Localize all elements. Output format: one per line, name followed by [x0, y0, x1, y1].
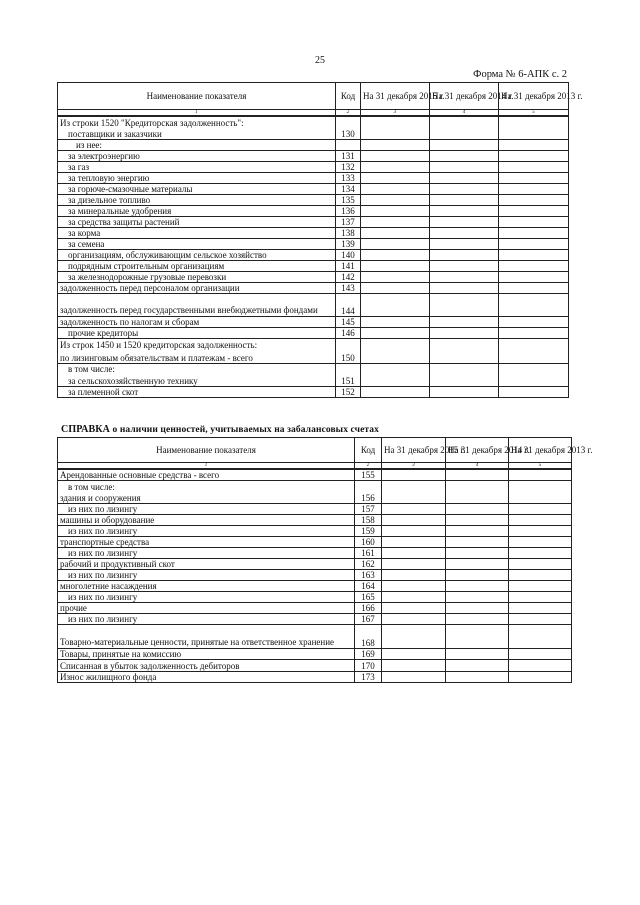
- table-row: в том числе:: [58, 363, 569, 374]
- off-balance-section-title: [61, 424, 379, 435]
- code-column-header: Код: [355, 438, 382, 463]
- table-row: за тепловую энергию 133: [58, 172, 569, 183]
- code-column-header: Код: [336, 83, 361, 110]
- table-row: за электроэнергию 131: [58, 150, 569, 161]
- table-row: из них по лизингу 165: [58, 592, 572, 603]
- table-row: за дизельное топливо 135: [58, 194, 569, 205]
- column-number: 1: [58, 110, 336, 117]
- table-row: из них по лизингу 161: [58, 548, 572, 559]
- table-row: Списанная в убыток задолженность дебиторов 170: [58, 660, 572, 672]
- table-row: из них по лизингу 157: [58, 504, 572, 515]
- table-row: по лизинговым обязательствам и платежам - всего 150: [58, 350, 569, 363]
- table-row: из них по лизингу 167: [58, 614, 572, 625]
- column-number: 3: [382, 463, 446, 470]
- table-row: Арендованные основные средства - всего 155: [58, 469, 572, 481]
- table-row: за племенной скот 152: [58, 386, 569, 397]
- period-2014-header: На 31 декабря 2014 г.: [430, 83, 499, 110]
- column-number: 5: [499, 110, 569, 117]
- period-2015-header: На 31 декабря 2015 г.: [382, 438, 446, 463]
- section-title-rest: о наличии ценностей, учитываемых на забалансовых счетах: [112, 425, 380, 435]
- page-number: 25: [315, 55, 325, 66]
- table-row: транспортные средства 160: [58, 537, 572, 548]
- column-number: 2: [355, 463, 382, 470]
- table-row: за горюче-смазочные материалы 134: [58, 183, 569, 194]
- table-row: за минеральные удобрения 136: [58, 205, 569, 216]
- table-row: организациям, обслуживающим сельское хозяйство 140: [58, 249, 569, 260]
- form-label: Форма № 6-АПК с. 2: [473, 69, 567, 80]
- table-row: Товарно-материальные ценности, принятые на ответственное хранение 168: [58, 625, 572, 649]
- column-number: 4: [446, 463, 509, 470]
- table-row: из нее:: [58, 139, 569, 150]
- table-row: Товары, принятые на комиссию 169: [58, 649, 572, 660]
- column-number: 5: [509, 463, 572, 470]
- table-row: здания и сооружения 156: [58, 492, 572, 504]
- table-row: многолетние насаждения 164: [58, 581, 572, 592]
- table-row: прочие кредиторы 146: [58, 327, 569, 338]
- table-row: за газ 132: [58, 161, 569, 172]
- period-2015-header: На 31 декабря 2015 г.: [361, 83, 430, 110]
- table-row: за железнодорожные грузовые перевозки 142: [58, 271, 569, 282]
- table-row: Износ жилищного фонда 173: [58, 672, 572, 683]
- section-title-lead: СПРАВКА: [61, 424, 110, 435]
- table-row: задолженность по налогам и сборам 145: [58, 316, 569, 327]
- table-row: в том числе:: [58, 481, 572, 492]
- column-number: 1: [58, 463, 355, 470]
- table-row: прочие 166: [58, 603, 572, 614]
- table-row: за семена 139: [58, 238, 569, 249]
- period-2014-header: На 31 декабря 2014 г.: [446, 438, 509, 463]
- table-row: задолженность перед персоналом организации 143: [58, 282, 569, 293]
- table-row: из них по лизингу 163: [58, 570, 572, 581]
- column-number: 4: [430, 110, 499, 117]
- column-number: 2: [336, 110, 361, 117]
- column-number: 3: [361, 110, 430, 117]
- name-column-header: Наименование показателя: [58, 83, 336, 110]
- table-row: задолженность перед государственными внебюджетными фондами 144: [58, 293, 569, 316]
- table-row: за корма 138: [58, 227, 569, 238]
- table-row: поставщики и заказчики 130: [58, 128, 569, 139]
- creditor-debt-table: [57, 82, 583, 398]
- table-row: машины и оборудование 158: [58, 515, 572, 526]
- period-2013-header: На 31 декабря 2013 г.: [509, 438, 572, 463]
- name-column-header: Наименование показателя: [58, 438, 355, 463]
- period-2013-header: На 31 декабря 2013 г.: [499, 83, 569, 110]
- table-row: подрядным строительным организациям 141: [58, 260, 569, 271]
- table-row: Из строк 1450 и 1520 кредиторская задолженность:: [58, 338, 569, 350]
- table-row: за средства защиты растений 137: [58, 216, 569, 227]
- table-row: Из строки 1520 "Кредиторская задолженность":: [58, 116, 569, 128]
- table-row: из них по лизингу 159: [58, 526, 572, 537]
- off-balance-values-table: [57, 437, 593, 683]
- table-row: рабочий и продуктивный скот 162: [58, 559, 572, 570]
- table-row: за сельскохозяйственную технику 151: [58, 374, 569, 386]
